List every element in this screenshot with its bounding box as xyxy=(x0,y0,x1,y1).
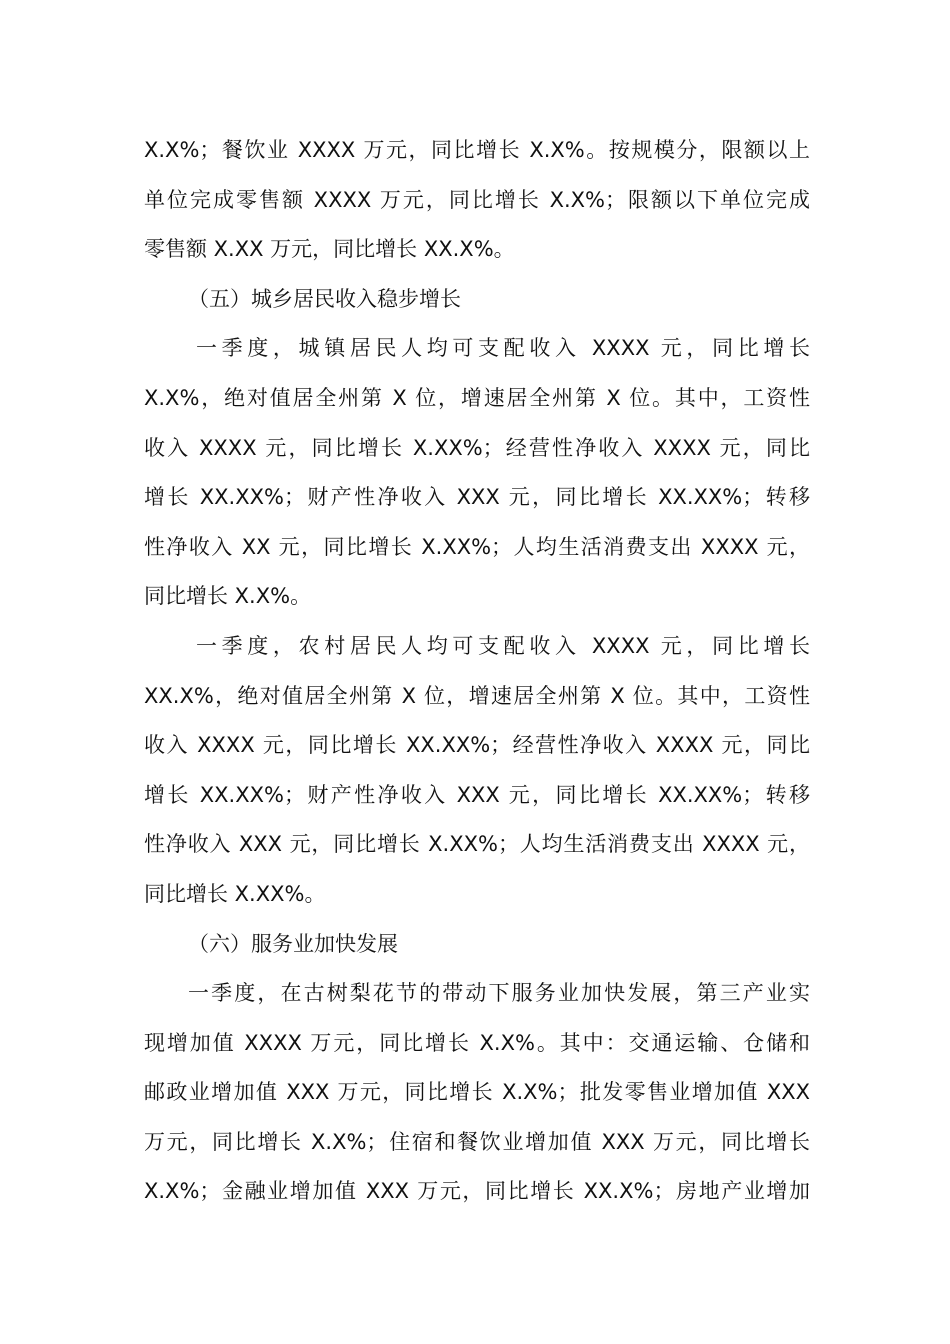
text-line: 单位完成零售额 XXXX 万元，同比增长 X.X%；限额以下单位完成 xyxy=(144,187,810,212)
section-heading-income: （五）城乡居民收入稳步增长 xyxy=(188,286,461,311)
text-line: 一季度，农村居民人均可支配收入 XXXX 元，同比增长 xyxy=(196,633,810,658)
text-line: 性净收入 XX 元，同比增长 X.XX%；人均生活消费支出 XXXX 元， xyxy=(144,534,810,559)
section-heading-services: （六）服务业加快发展 xyxy=(188,931,398,956)
text-line: 现增加值 XXXX 万元，同比增长 X.X%。其中：交通运输、仓储和 xyxy=(144,1030,810,1055)
text-line: X.X%；金融业增加值 XXX 万元，同比增长 XX.X%；房地产业增加 xyxy=(144,1179,810,1204)
text-line: 性净收入 XXX 元，同比增长 X.XX%；人均生活消费支出 XXXX 元， xyxy=(144,832,810,857)
text-line: 同比增长 X.XX%。 xyxy=(144,881,326,906)
text-line: 一季度，城镇居民人均可支配收入 XXXX 元，同比增长 xyxy=(196,336,810,361)
text-line: 增长 XX.XX%；财产性净收入 XXX 元，同比增长 XX.XX%；转移 xyxy=(144,782,810,807)
text-line: X.X%；餐饮业 XXXX 万元，同比增长 X.X%。按规模分，限额以上 xyxy=(144,138,810,162)
text-line: X.X%，绝对值居全州第 X 位，增速居全州第 X 位。其中，工资性 xyxy=(144,385,810,410)
text-line: 收入 XXXX 元，同比增长 X.XX%；经营性净收入 XXXX 元，同比 xyxy=(144,435,810,460)
text-line: 一季度，在古树梨花节的带动下服务业加快发展，第三产业实 xyxy=(188,981,810,1006)
document-body xyxy=(144,126,810,1217)
text-line: 收入 XXXX 元，同比增长 XX.XX%；经营性净收入 XXXX 元，同比 xyxy=(144,733,810,758)
text-line: 邮政业增加值 XXX 万元，同比增长 X.X%；批发零售业增加值 XXX xyxy=(144,1080,810,1105)
text-line: 零售额 X.XX 万元，同比增长 XX.X%。 xyxy=(144,237,515,262)
text-line: 万元，同比增长 X.X%；住宿和餐饮业增加值 XXX 万元，同比增长 xyxy=(144,1129,810,1154)
text-line: XX.X%，绝对值居全州第 X 位，增速居全州第 X 位。其中，工资性 xyxy=(144,683,810,708)
text-line: 同比增长 X.X%。 xyxy=(144,584,312,609)
text-line: 增长 XX.XX%；财产性净收入 XXX 元，同比增长 XX.XX%；转移 xyxy=(144,485,810,510)
